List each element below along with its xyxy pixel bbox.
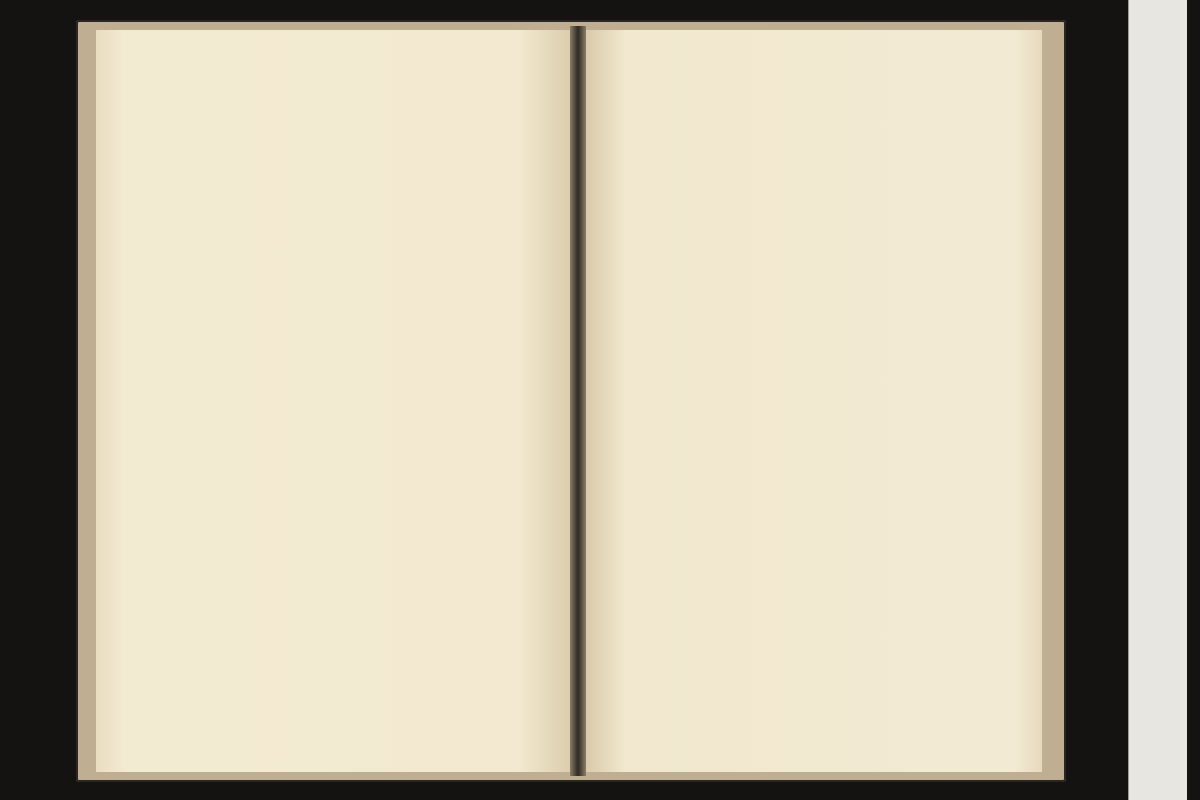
book-gutter xyxy=(570,26,586,776)
right-page xyxy=(580,30,1042,772)
left-page xyxy=(96,30,576,772)
measurement-ruler xyxy=(1128,0,1187,800)
